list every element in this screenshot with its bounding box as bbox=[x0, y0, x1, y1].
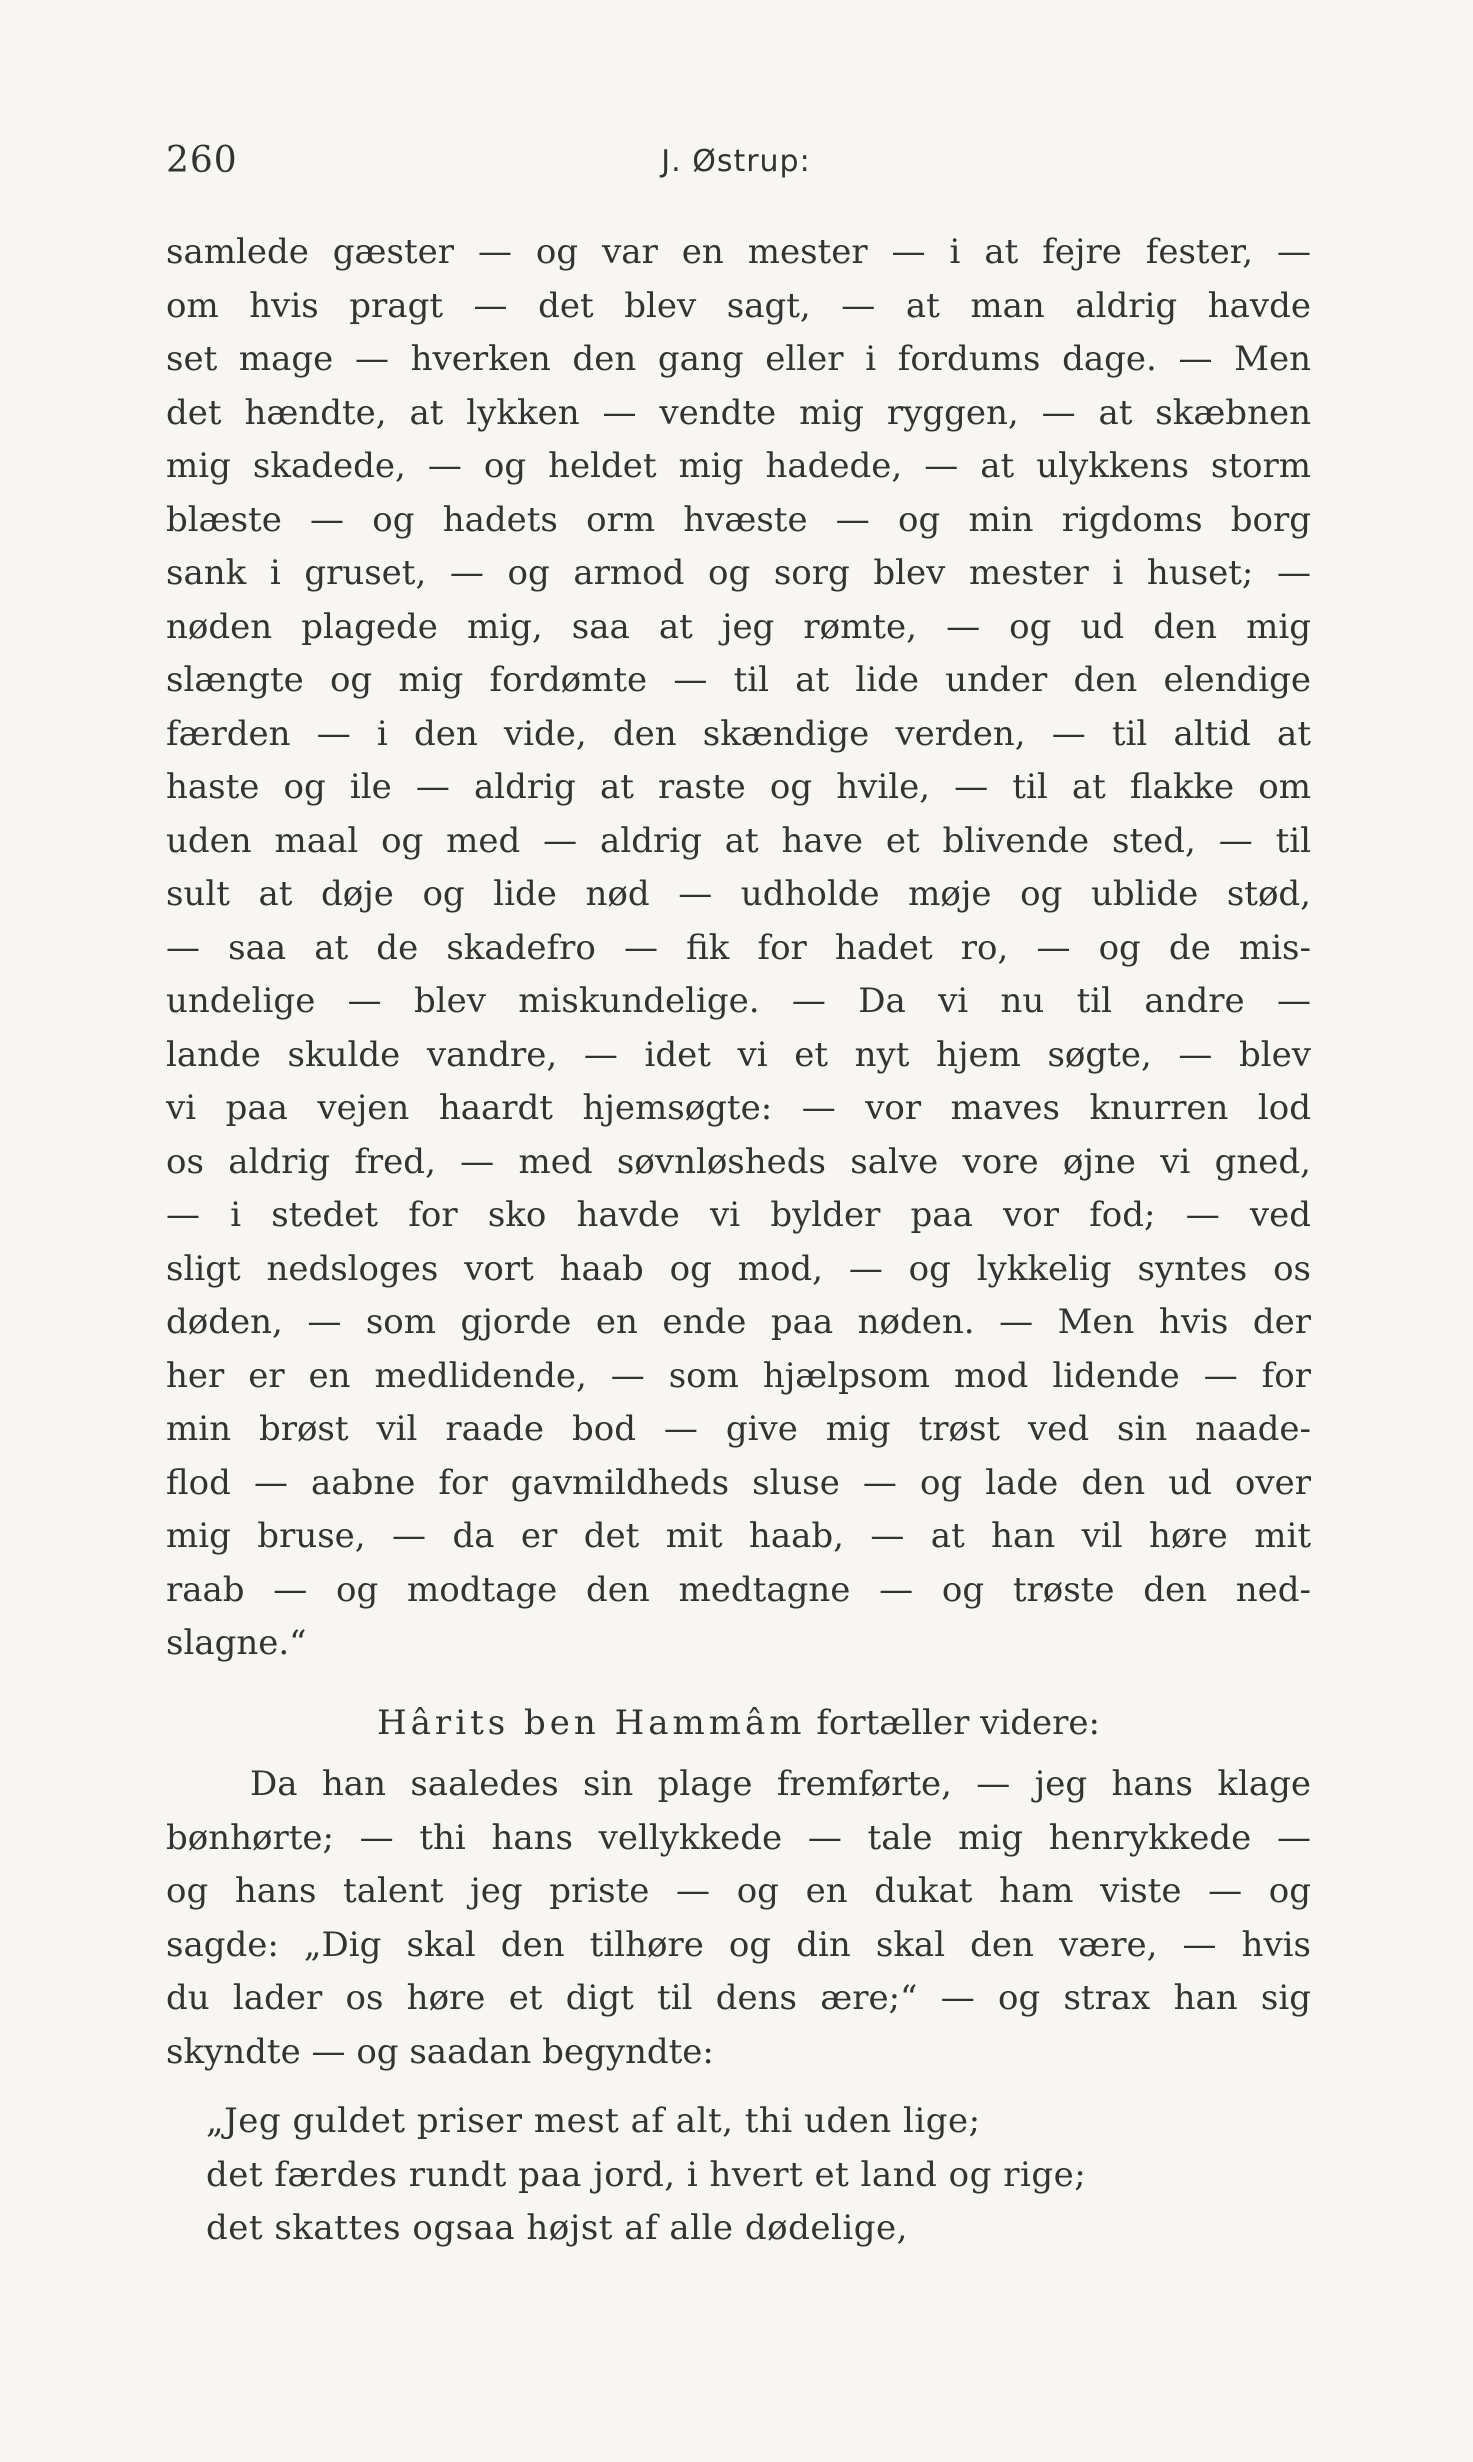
paragraph-2 bbox=[166, 1758, 1311, 2079]
text-line: nøden plagede mig, saa at jeg rømte, — og ud den mig bbox=[166, 606, 1311, 647]
heading-rest: fortæller videre: bbox=[816, 1702, 1100, 1743]
text-line: raab — og modtage den medtagne — og trøste den ned- bbox=[166, 1569, 1311, 1610]
text-line: min brøst vil raade bod — give mig trøst ved sin naade- bbox=[166, 1409, 1311, 1449]
poem-line: det færdes rundt paa jord, i hvert et land og rige; bbox=[206, 2154, 1087, 2195]
text-line: du lader os høre et digt til dens ære;“ — og strax han sig bbox=[166, 1978, 1311, 2018]
text-line: her er en medlidende, — som hjælpsom mod lidende — for bbox=[166, 1355, 1311, 1396]
text-line: — saa at de skadefro — fik for hadet ro, — og de mis- bbox=[166, 927, 1311, 968]
text-line: slagne.“ bbox=[166, 1623, 307, 1663]
text-line: uden maal og med — aldrig at have et blivende sted, — til bbox=[166, 820, 1311, 861]
text-line: undelige — blev miskundelige. — Da vi nu til andre — bbox=[166, 981, 1311, 1021]
text-line: om hvis pragt — det blev sagt, — at man aldrig havde bbox=[166, 285, 1311, 326]
text-line: sank i gruset, — og armod og sorg blev mester i huset; — bbox=[166, 553, 1311, 593]
text-line: vi paa vejen haardt hjemsøgte: — vor maves knurren lod bbox=[166, 1088, 1311, 1128]
text-line: sligt nedsloges vort haab og mod, — og lykkelig syntes os bbox=[166, 1248, 1311, 1289]
text-line: det hændte, at lykken — vendte mig ryggen, — at skæbnen bbox=[166, 392, 1311, 433]
text-line: blæste — og hadets orm hvæste — og min rigdoms borg bbox=[166, 499, 1311, 540]
text-line: mig skadede, — og heldet mig hadede, — at ulykkens storm bbox=[166, 446, 1311, 486]
text-line: — i stedet for sko havde vi bylder paa vor fod; — ved bbox=[166, 1195, 1311, 1235]
page-number: 260 bbox=[166, 140, 238, 181]
text-line: og hans talent jeg priste — og en dukat ham viste — og bbox=[166, 1871, 1311, 1911]
speaker-name: Hârits ben Hammâm bbox=[377, 1702, 806, 1743]
text-line: samlede gæster — og var en mester — i at fejre fester, — bbox=[166, 232, 1311, 272]
text-line: haste og ile — aldrig at raste og hvile, — til at flakke om bbox=[166, 767, 1311, 807]
text-line: lande skulde vandre, — idet vi et nyt hjem søgte, — blev bbox=[166, 1034, 1311, 1075]
text-line: mig bruse, — da er det mit haab, — at han vil høre mit bbox=[166, 1516, 1311, 1556]
text-line: sagde: „Dig skal den tilhøre og din skal den være, — hvis bbox=[166, 1924, 1311, 1965]
text-line: Da han saaledes sin plage fremførte, — jeg hans klage bbox=[250, 1764, 1311, 1804]
poem-line: „Jeg guldet priser mest af alt, thi uden lige; bbox=[206, 2101, 981, 2141]
text-line: flod — aabne for gavmildheds sluse — og lade den ud over bbox=[166, 1462, 1311, 1503]
text-line: set mage — hverken den gang eller i fordums dage. — Men bbox=[166, 339, 1311, 379]
text-line: færden — i den vide, den skændige verden, — til altid at bbox=[166, 713, 1311, 754]
text-line: skyndte — og saadan begyndte: bbox=[166, 2031, 714, 2072]
section-heading bbox=[166, 1697, 1311, 1751]
text-line: os aldrig fred, — med søvnløsheds salve vore øjne vi gned, bbox=[166, 1141, 1311, 1182]
text-line: døden, — som gjorde en ende paa nøden. — Men hvis der bbox=[166, 1302, 1311, 1342]
text-line: bønhørte; — thi hans vellykkede — tale mig henrykkede — bbox=[166, 1817, 1311, 1858]
text-line: sult at døje og lide nød — udholde møje og ublide stød, bbox=[166, 874, 1311, 914]
running-head: J. Østrup: bbox=[661, 144, 811, 179]
text-line: slængte og mig fordømte — til at lide under den elendige bbox=[166, 660, 1311, 700]
body-text bbox=[166, 226, 1311, 2256]
paragraph-1 bbox=[166, 226, 1311, 1671]
poem bbox=[166, 2095, 1311, 2256]
page-header bbox=[166, 140, 1306, 190]
poem-line: det skattes ogsaa højst af alle dødelige, bbox=[206, 2208, 908, 2248]
